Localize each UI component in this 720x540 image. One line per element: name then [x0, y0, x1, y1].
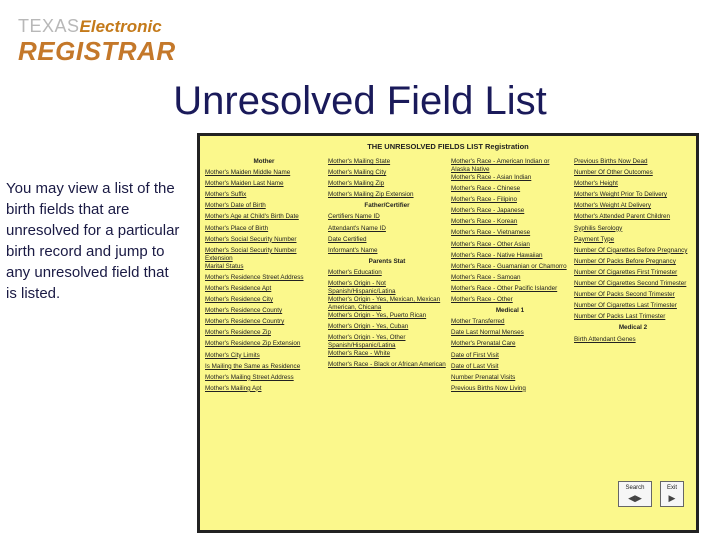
unresolved-field-link[interactable]	[451, 158, 569, 174]
unresolved-field-link[interactable]	[574, 280, 692, 291]
field-link-label: Mother's Race - Other	[451, 296, 513, 304]
field-link-label: Mother's Residence Country	[205, 318, 285, 326]
field-link-label: Mother's Education	[328, 268, 382, 276]
field-link-label: Mother's Prenatal Care	[451, 340, 516, 348]
unresolved-field-link[interactable]	[574, 225, 692, 236]
unresolved-field-link[interactable]	[451, 207, 569, 218]
page-title: Unresolved Field List	[173, 79, 547, 123]
unresolved-field-link[interactable]	[451, 263, 569, 274]
unresolved-field-link[interactable]	[574, 158, 692, 169]
unresolved-field-link[interactable]	[451, 252, 569, 263]
field-link-label: Mother's Origin - Yes, Mexican, Mexican American, Chicana	[328, 296, 441, 312]
section-header-label: Father/Certifier	[364, 202, 410, 210]
texas-electronic-registrar-logo	[18, 16, 176, 66]
exit-button[interactable]	[660, 481, 684, 507]
section-header	[328, 258, 446, 269]
unresolved-field-link[interactable]	[574, 236, 692, 247]
unresolved-field-link[interactable]	[451, 274, 569, 285]
unresolved-field-link[interactable]	[328, 361, 446, 372]
unresolved-field-link[interactable]	[574, 336, 692, 347]
unresolved-field-link[interactable]	[205, 363, 323, 374]
field-link-label: Mother's Origin - Yes, Cuban	[328, 323, 409, 331]
unresolved-field-link[interactable]	[574, 247, 692, 258]
unresolved-field-link[interactable]	[574, 191, 692, 202]
description-text: You may view a list of the birth fields that are unresolved for a particular birth record and jump to any unresolved field that is listed.	[6, 180, 180, 302]
unresolved-field-link[interactable]	[328, 269, 446, 280]
unresolved-field-link[interactable]	[451, 185, 569, 196]
section-header-label: Mother	[253, 158, 275, 165]
field-link-label: Mother's City Limits	[205, 351, 260, 359]
field-link-label: Birth Attendant Genes	[574, 335, 636, 343]
field-link-label: Mother's Mailing State	[328, 158, 391, 165]
unresolved-field-link[interactable]	[574, 213, 692, 224]
field-link-label: Mother's Race - Guamanian or Chamorro	[451, 262, 567, 270]
section-header-label: Parents Stat	[368, 257, 406, 265]
unresolved-field-link[interactable]	[451, 374, 569, 385]
unresolved-field-link[interactable]	[328, 158, 446, 169]
field-link-label: Mother's Mailing Zip Extension	[328, 191, 414, 199]
unresolved-field-link[interactable]	[205, 285, 323, 296]
unresolved-field-link[interactable]	[205, 236, 323, 247]
logo-texas: TEXAS	[18, 16, 80, 36]
unresolved-field-link[interactable]	[328, 280, 446, 296]
unresolved-field-link[interactable]	[451, 174, 569, 185]
section-header	[205, 158, 323, 169]
unresolved-field-link[interactable]	[451, 352, 569, 363]
field-link-label: Informant's Name	[328, 246, 378, 254]
field-link-label: Number Of Packs Before Pregnancy	[574, 257, 676, 265]
field-link-label: Mother's Residence City	[205, 296, 274, 304]
field-link-label: Mother's Race - Vietnamese	[451, 229, 531, 237]
unresolved-field-link[interactable]	[328, 169, 446, 180]
unresolved-field-link[interactable]	[451, 385, 569, 396]
unresolved-field-link[interactable]	[451, 296, 569, 307]
section-header-label: Medical 1	[495, 307, 525, 315]
unresolved-field-link[interactable]	[205, 169, 323, 180]
field-link-label: Number Of Cigarettes Last Trimester	[574, 302, 677, 310]
unresolved-field-link[interactable]	[574, 202, 692, 213]
unresolved-field-link[interactable]	[451, 340, 569, 351]
unresolved-field-link[interactable]	[205, 307, 323, 318]
unresolved-field-link[interactable]	[451, 241, 569, 252]
unresolved-field-link[interactable]	[451, 196, 569, 207]
panel-title: THE UNRESOLVED FIELDS LIST Registration	[367, 142, 529, 151]
unresolved-field-link[interactable]	[451, 218, 569, 229]
field-link-label: Mother's Race - Filipino	[451, 196, 517, 204]
field-link-label: Payment Type	[574, 235, 615, 243]
search-button-label: Search	[625, 485, 645, 491]
field-link-label: Mother's Mailing Zip	[328, 180, 385, 188]
field-link-label: Date Last Normal Menses	[451, 329, 524, 337]
field-link-label: Mother's Residence Street Address	[205, 273, 304, 281]
field-column-4	[574, 158, 692, 347]
field-link-label: Mother's Residence Zip	[205, 329, 271, 337]
field-link-label: Number Of Cigarettes Before Pregnancy	[574, 246, 688, 254]
unresolved-field-link[interactable]	[451, 329, 569, 340]
field-column-3	[451, 158, 569, 396]
field-link-label: Syphilis Serology	[574, 224, 623, 232]
field-link-label: Number Of Cigarettes Second Trimester	[574, 280, 687, 288]
field-link-label: Mother's Race - Samoan	[451, 273, 521, 281]
unresolved-field-link[interactable]	[574, 291, 692, 302]
field-link-label: Mother's Race - White	[328, 350, 391, 358]
unresolved-field-link[interactable]	[328, 296, 446, 312]
unresolved-field-link[interactable]	[574, 313, 692, 324]
field-link-label: Is Mailing the Same as Residence	[205, 362, 301, 370]
field-link-label: Mother's Maiden Last Name	[205, 180, 284, 188]
unresolved-field-link[interactable]	[574, 302, 692, 313]
field-link-label: Mother's Height	[574, 180, 618, 188]
unresolved-field-link[interactable]	[328, 323, 446, 334]
unresolved-field-link[interactable]	[328, 350, 446, 361]
field-link-label: Number Of Cigarettes First Trimester	[574, 268, 678, 276]
unresolved-field-link[interactable]	[205, 213, 323, 224]
unresolved-field-link[interactable]	[205, 202, 323, 213]
field-link-label: Number Of Packs Second Trimester	[574, 291, 675, 299]
unresolved-field-link[interactable]	[205, 385, 323, 396]
field-link-label: Mother's Mailing Street Address	[205, 373, 294, 381]
unresolved-field-link[interactable]	[205, 296, 323, 307]
unresolved-field-link[interactable]	[451, 285, 569, 296]
unresolved-field-link[interactable]	[205, 340, 323, 351]
field-link-label: Mother's Date of Birth	[205, 202, 266, 210]
field-link-label: Mother's Residence Apt	[205, 284, 272, 292]
field-link-label: Number Of Packs Last Trimester	[574, 313, 666, 321]
unresolved-field-link[interactable]	[574, 180, 692, 191]
field-link-label: Mother's Race - Korean	[451, 218, 518, 226]
field-link-label: Mother's Age at Child's Birth Date	[205, 213, 299, 221]
field-link-label: Previous Births Now Dead	[574, 158, 648, 165]
field-link-label: Mother's Place of Birth	[205, 224, 269, 232]
exit-icon: ▶	[668, 493, 676, 503]
field-column-2	[328, 158, 446, 372]
section-header-label: Medical 2	[618, 324, 648, 332]
field-link-label: Date Certified	[328, 235, 367, 243]
unresolved-field-link[interactable]	[328, 236, 446, 247]
field-link-label: Date of First Visit	[451, 351, 499, 359]
field-link-label: Mother's Race - Black or African American	[328, 361, 446, 369]
field-link-label: Marital Status	[205, 262, 244, 270]
unresolved-field-link[interactable]	[328, 334, 446, 350]
unresolved-fields-screenshot	[197, 133, 699, 533]
section-header	[574, 324, 692, 335]
field-link-label: Mother's Mailing City	[328, 169, 387, 177]
search-button[interactable]	[618, 481, 652, 507]
field-link-label: Mother's Race - Asian Indian	[451, 174, 532, 181]
section-header	[328, 202, 446, 213]
field-link-label: Number Of Other Outcomes	[574, 169, 653, 177]
field-link-label: Mother's Residence County	[205, 307, 283, 315]
unresolved-field-link[interactable]	[451, 229, 569, 240]
field-link-label: Date of Last Visit	[451, 362, 499, 370]
unresolved-field-link[interactable]	[205, 225, 323, 236]
field-link-label: Number Prenatal Visits	[451, 373, 516, 381]
unresolved-field-link[interactable]	[328, 213, 446, 224]
search-icon: ◀▶	[628, 493, 642, 503]
field-link-label: Mother's Weight Prior To Delivery	[574, 191, 668, 199]
unresolved-field-link[interactable]	[205, 374, 323, 385]
field-link-label: Certifiers Name ID	[328, 213, 380, 221]
field-link-label: Mother's Attended Parent Children	[574, 213, 671, 221]
unresolved-field-link[interactable]	[205, 318, 323, 329]
unresolved-field-link[interactable]	[574, 269, 692, 280]
exit-button-label: Exit	[666, 485, 677, 491]
section-header	[451, 307, 569, 318]
unresolved-field-link[interactable]	[328, 191, 446, 202]
field-link-label: Mother's Race - Native Hawaiian	[451, 251, 543, 259]
field-column-1	[205, 158, 323, 396]
unresolved-field-link[interactable]	[328, 312, 446, 323]
field-link-label: Mother's Race - Japanese	[451, 207, 525, 215]
field-link-label: Mother's Mailing Apt	[205, 384, 262, 392]
field-link-label: Mother's Weight At Delivery	[574, 202, 652, 210]
field-link-label: Mother's Race - Other Pacific Islander	[451, 284, 558, 292]
unresolved-field-link[interactable]	[205, 352, 323, 363]
field-link-label: Attendant's Name ID	[328, 224, 386, 232]
field-link-label: Mother's Residence Zip Extension	[205, 340, 301, 348]
field-link-label: Mother's Social Security Number Extension	[205, 246, 297, 262]
unresolved-field-link[interactable]	[205, 263, 323, 274]
unresolved-field-link[interactable]	[328, 247, 446, 258]
logo-registrar: REGISTRAR	[18, 36, 176, 66]
unresolved-field-link[interactable]	[451, 363, 569, 374]
field-link-label: Mother's Race - American Indian or Alaska Native	[451, 158, 550, 173]
unresolved-field-link[interactable]	[328, 225, 446, 236]
field-link-label: Mother's Race - Other Asian	[451, 240, 530, 248]
field-link-label: Mother's Maiden Middle Name	[205, 169, 291, 177]
field-link-label: Mother's Race - Chinese	[451, 185, 521, 193]
field-link-label: Mother's Social Security Number	[205, 235, 297, 243]
field-link-label: Mother's Origin - Yes, Other Spanish/Hispanic/Latina	[328, 334, 406, 350]
unresolved-field-link[interactable]	[205, 274, 323, 285]
unresolved-field-link[interactable]	[205, 329, 323, 340]
unresolved-field-link[interactable]	[451, 318, 569, 329]
unresolved-field-link[interactable]	[574, 169, 692, 180]
unresolved-field-link[interactable]	[574, 258, 692, 269]
unresolved-fields-panel	[200, 136, 696, 530]
field-link-label: Mother's Origin - Yes, Puerto Rican	[328, 312, 427, 320]
field-link-label: Mother's Suffix	[205, 191, 247, 199]
logo-line-1	[18, 16, 162, 38]
unresolved-field-link[interactable]	[328, 180, 446, 191]
field-link-label: Previous Births Now Living	[451, 384, 526, 392]
unresolved-field-link[interactable]	[205, 191, 323, 202]
field-link-label: Mother Transferred	[451, 318, 505, 326]
field-link-label: Mother's Origin - Not Spanish/Hispanic/Latina	[328, 280, 396, 296]
unresolved-field-link[interactable]	[205, 180, 323, 191]
logo-electronic: Electronic	[79, 17, 162, 36]
unresolved-field-link[interactable]	[205, 247, 323, 263]
